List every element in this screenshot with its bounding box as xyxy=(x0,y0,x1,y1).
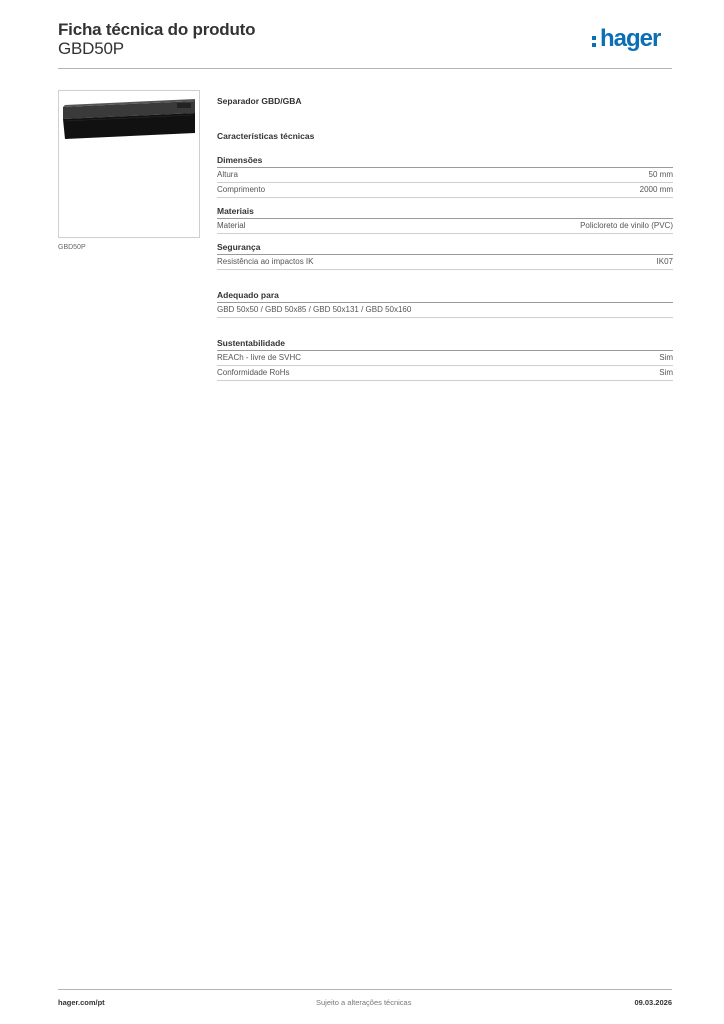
row-value: IK07 xyxy=(656,257,673,266)
product-code: GBD50P xyxy=(58,39,124,58)
row-label: Material xyxy=(217,221,246,230)
table-row xyxy=(217,303,673,318)
group-title: Materiais xyxy=(217,206,673,219)
table-row xyxy=(217,255,673,270)
logo-dot-icon xyxy=(592,36,596,40)
hager-logo xyxy=(592,25,674,58)
row-label: REACh - livre de SVHC xyxy=(217,353,302,362)
table-row xyxy=(217,183,673,198)
group-suitable-for xyxy=(217,290,673,318)
row-label: Comprimento xyxy=(217,185,266,194)
group-title: Sustentabilidade xyxy=(217,338,673,351)
table-row xyxy=(217,219,673,234)
spec-section xyxy=(217,96,673,389)
row-label: Conformidade RoHs xyxy=(217,368,290,377)
header-divider xyxy=(58,68,672,69)
group-title: Adequado para xyxy=(217,290,673,303)
row-value: Sim xyxy=(659,353,673,362)
group-title: Dimensões xyxy=(217,155,673,168)
row-value: 50 mm xyxy=(648,170,673,179)
row-value: Policloreto de vinilo (PVC) xyxy=(580,221,673,230)
page-title: Ficha técnica do produto xyxy=(58,20,256,39)
footer-date: 09.03.2026 xyxy=(634,998,672,1007)
row-label: Resistência ao impactos IK xyxy=(217,257,314,266)
row-label: Altura xyxy=(217,170,238,179)
image-caption: GBD50P xyxy=(58,244,86,251)
table-row xyxy=(217,168,673,183)
table-row xyxy=(217,366,673,381)
product-name: Separador GBD/GBA xyxy=(217,96,302,106)
group-dimensions xyxy=(217,155,673,198)
group-safety xyxy=(217,242,673,270)
tech-heading: Características técnicas xyxy=(217,131,315,141)
table-row xyxy=(217,351,673,366)
row-value: 2000 mm xyxy=(639,185,673,194)
row-label: GBD 50x50 / GBD 50x85 / GBD 50x131 / GBD 50x160 xyxy=(217,305,412,314)
footer-notice: Sujeito a alterações técnicas xyxy=(316,998,412,1007)
logo-text: hager xyxy=(600,25,661,52)
logo-dot-icon xyxy=(592,43,596,47)
group-sustainability xyxy=(217,338,673,381)
group-title: Segurança xyxy=(217,242,673,255)
footer-divider xyxy=(58,989,672,990)
row-value: Sim xyxy=(659,368,673,377)
cable-trunking-separator-photo-icon xyxy=(59,91,199,237)
product-image xyxy=(58,90,200,238)
footer-website[interactable]: hager.com/pt xyxy=(58,998,105,1007)
group-materials xyxy=(217,206,673,234)
